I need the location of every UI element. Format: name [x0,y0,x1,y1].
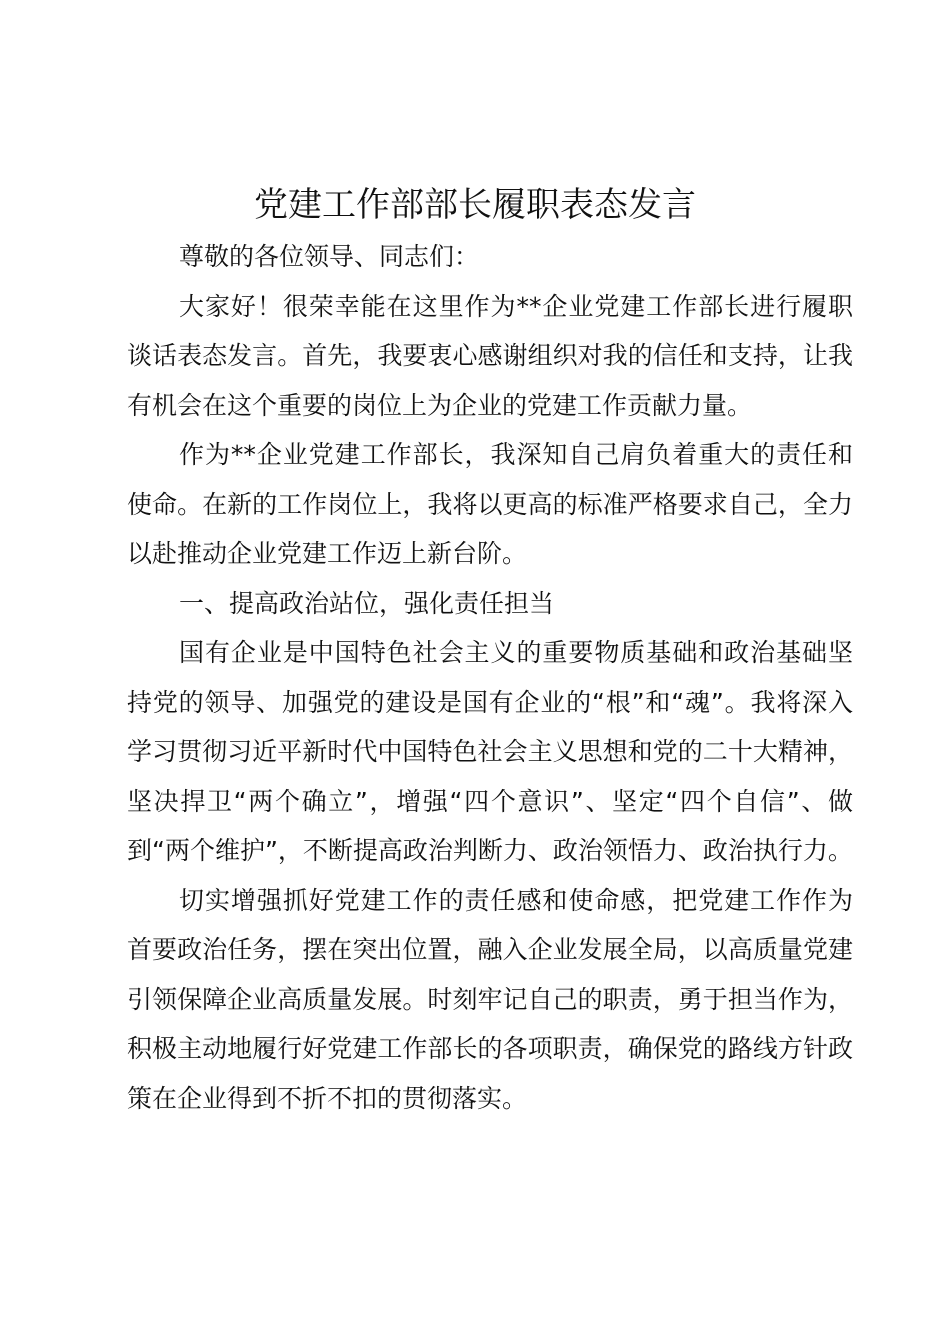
document-body [127,232,853,1123]
section-heading: 一、提高政治站位，强化责任担当 [179,588,555,618]
body-paragraph: 国有企业是中国特色社会主义的重要物质基础和政治基础坚持党的领导、加强党的建设是国有企业的“根”和“魂”。我将深入学习贯彻习近平新时代中国特色社会主义思想和党的二十大精神，坚决捍卫“两个确立”，增强“四个意识”、坚定“四个自信”、做到“两个维护”，不断提高政治判断力、政治领悟力、政治执行力。 [127,638,853,865]
greeting-paragraph: 大家好！很荣幸能在这里作为**企业党建工作部长进行履职谈话表态发言。首先，我要衷心感谢组织对我的信任和支持，让我有机会在这个重要的岗位上为企业的党建工作贡献力量。 [127,291,853,420]
responsibility-paragraph: 作为**企业党建工作部长，我深知自己肩负着重大的责任和使命。在新的工作岗位上，我将以更高的标准严格要求自己，全力以赴推动企业党建工作迈上新台阶。 [127,440,853,568]
document-title: 党建工作部部长履职表态发言 [254,185,696,225]
salutation-paragraph: 尊敬的各位领导、同志们： [179,242,480,271]
body-paragraph: 切实增强抓好党建工作的责任感和使命感，把党建工作作为首要政治任务，摆在突出位置，融入企业发展全局，以高质量党建引领保障企业高质量发展。时刻牢记自己的职责，勇于担当作为，积极主动地履行好党建工作部长的各项职责，确保党的路线方针政策在企业得到不折不扣的贯彻落实。 [127,885,853,1113]
